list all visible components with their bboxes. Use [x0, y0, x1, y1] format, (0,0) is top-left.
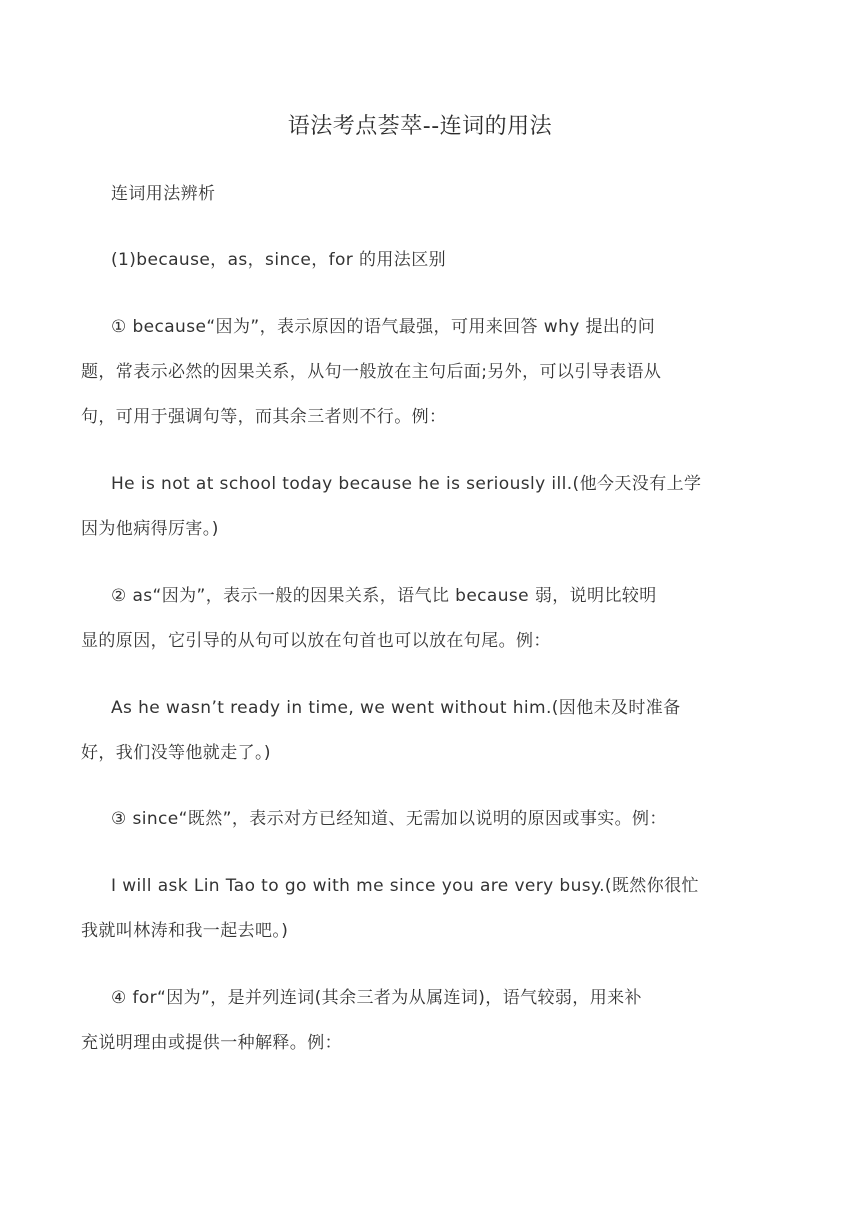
- text-line: ③ since“既然”，表示对方已经知道、无需加以说明的原因或事实。例：: [111, 809, 667, 829]
- paragraph-since: [81, 797, 731, 842]
- text-line: 句，可用于强调句等，而其余三者则不行。例：: [81, 407, 447, 427]
- text-line: 题，常表示必然的因果关系，从句一般放在主句后面;另外，可以引导表语从: [81, 362, 662, 382]
- paragraph-because: [81, 305, 731, 440]
- text-line: ② as“因为”，表示一般的因果关系，语气比 because 弱，说明比较明: [111, 586, 657, 606]
- text-line: 显的原因，它引导的从句可以放在句首也可以放在句尾。例：: [81, 631, 551, 651]
- text-line: ① because“因为”，表示原因的语气最强，可用来回答 why 提出的问: [111, 317, 656, 337]
- example-as: [81, 686, 731, 776]
- section-heading: [81, 172, 731, 217]
- text-line: 充说明理由或提供一种解释。例：: [81, 1033, 342, 1053]
- paragraph-for: [81, 976, 731, 1066]
- text-line: He is not at school today because he is seriously ill.(他今天没有上学: [111, 474, 702, 494]
- text-line: 连词用法辨析: [111, 184, 216, 204]
- text-line: I will ask Lin Tao to go with me since you are very busy.(既然你很忙: [111, 876, 699, 896]
- text-line: 好，我们没等他就走了。): [81, 743, 271, 763]
- document-title: 语法考点荟萃--连词的用法: [287, 114, 553, 139]
- text-line: (1)because，as，since，for 的用法区别: [111, 250, 446, 270]
- example-since: [81, 864, 731, 954]
- text-line: 因为他病得厉害。): [81, 519, 219, 539]
- text-line: As he wasn’t ready in time, we went without him.(因他未及时准备: [111, 698, 681, 718]
- paragraph-as: [81, 574, 731, 664]
- text-line: 我就叫林涛和我一起去吧。): [81, 921, 289, 941]
- text-line: ④ for“因为”，是并列连词(其余三者为从属连词)，语气较弱，用来补: [111, 988, 642, 1008]
- example-because: [81, 462, 731, 552]
- subsection-heading: [81, 238, 731, 283]
